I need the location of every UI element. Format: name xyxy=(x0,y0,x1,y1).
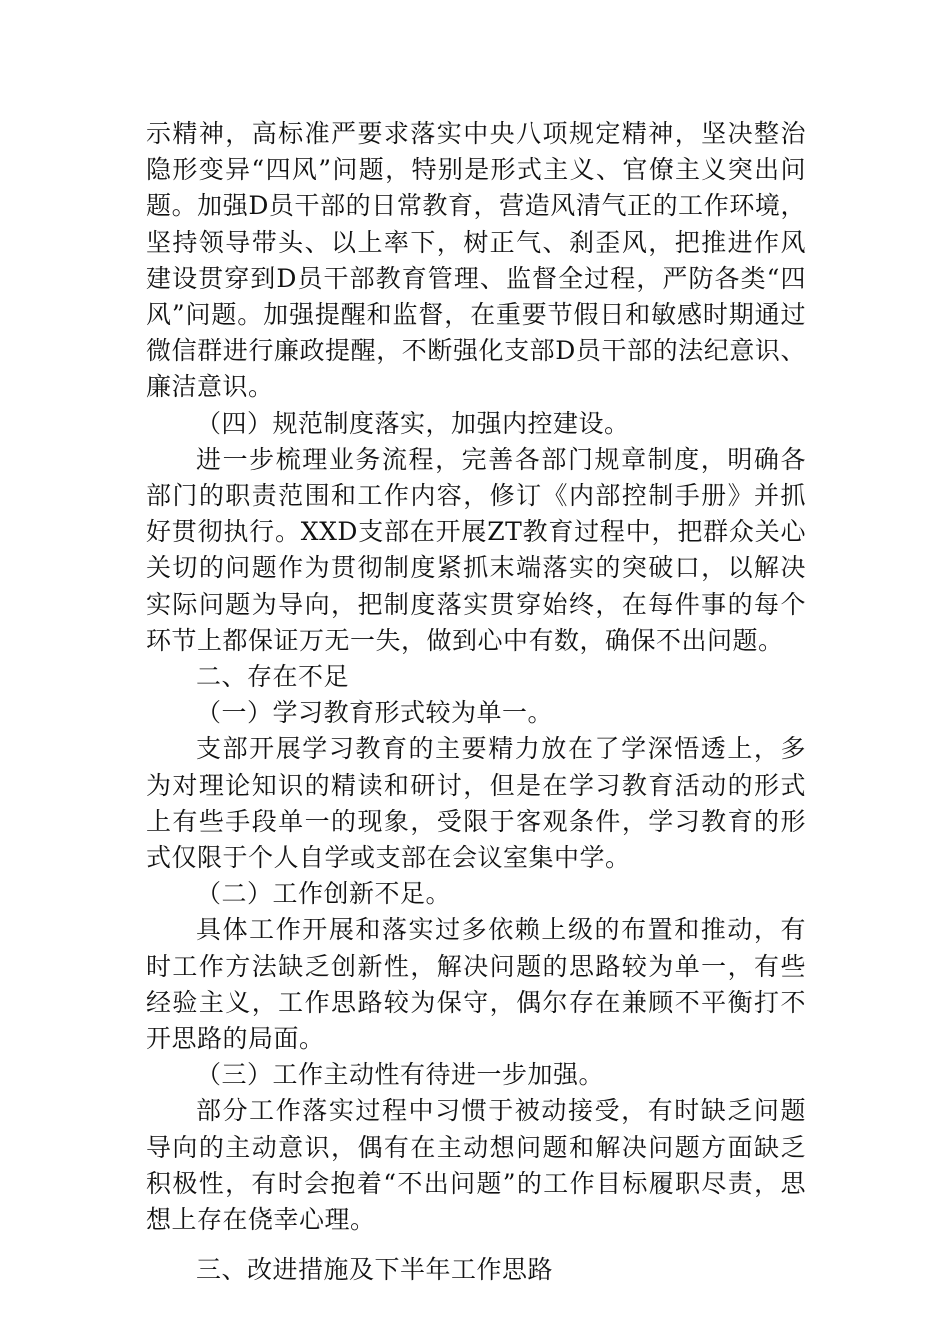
paragraph-study-form: 支部开展学习教育的主要精力放在了学深悟透上，多为对理论知识的精读和研讨，但是在学习教育活动的形式上有些手段单一的现象，受限于客观条件，学习教育的形式仅限于个人自学或支部在会议室集中学。 xyxy=(146,734,806,873)
paragraph-continuation: 示精神，高标准严要求落实中央八项规定精神，坚决整治隐形变异“四风”问题，特别是形式主义、官僚主义突出问题。加强D员干部的日常教育，营造风清气正的工作环境，坚持领导带头、以上率下，树正气、刹歪风，把推进作风建设贯穿到D员干部教育管理、监督全过程，严防各类“四风”问题。加强提醒和监督，在重要节假日和敏感时期通过微信群进行廉政提醒，不断强化支部D员干部的法纪意识、廉洁意识。 xyxy=(146,119,806,402)
subheading-one: （一）学习教育形式较为单一。 xyxy=(196,698,554,728)
paragraph-innovation: 具体工作开展和落实过多依赖上级的布置和推动，有时工作方法缺乏创新性，解决问题的思路较为单一，有些经验主义，工作思路较为保守，偶尔存在兼顾不平衡打不开思路的局面。 xyxy=(146,915,806,1054)
subheading-four: （四）规范制度落实，加强内控建设。 xyxy=(196,408,630,438)
subheading-two: （二）工作创新不足。 xyxy=(196,879,452,909)
section-heading-improvement: 三、改进措施及下半年工作思路 xyxy=(196,1255,554,1285)
document-page xyxy=(146,116,806,1289)
paragraph-initiative: 部分工作落实过程中习惯于被动接受，有时缺乏问题导向的主动意识，偶有在主动想问题和解决问题方面缺乏积极性，有时会抱着“不出问题”的工作目标履职尽责，思想上存在侥幸心理。 xyxy=(146,1096,806,1235)
section-heading-shortcomings: 二、存在不足 xyxy=(196,662,350,692)
paragraph-internal-control: 进一步梳理业务流程，完善各部门规章制度，明确各部门的职责范围和工作内容，修订《内部控制手册》并抓好贯彻执行。XXD支部在开展ZT教育过程中，把群众关心关切的问题作为贯彻制度紧抓末端落实的突破口，以解决实际问题为导向，把制度落实贯穿始终，在每件事的每个环节上都保证万无一失，做到心中有数，确保不出问题。 xyxy=(146,444,806,655)
subheading-three: （三）工作主动性有待进一步加强。 xyxy=(196,1060,605,1090)
